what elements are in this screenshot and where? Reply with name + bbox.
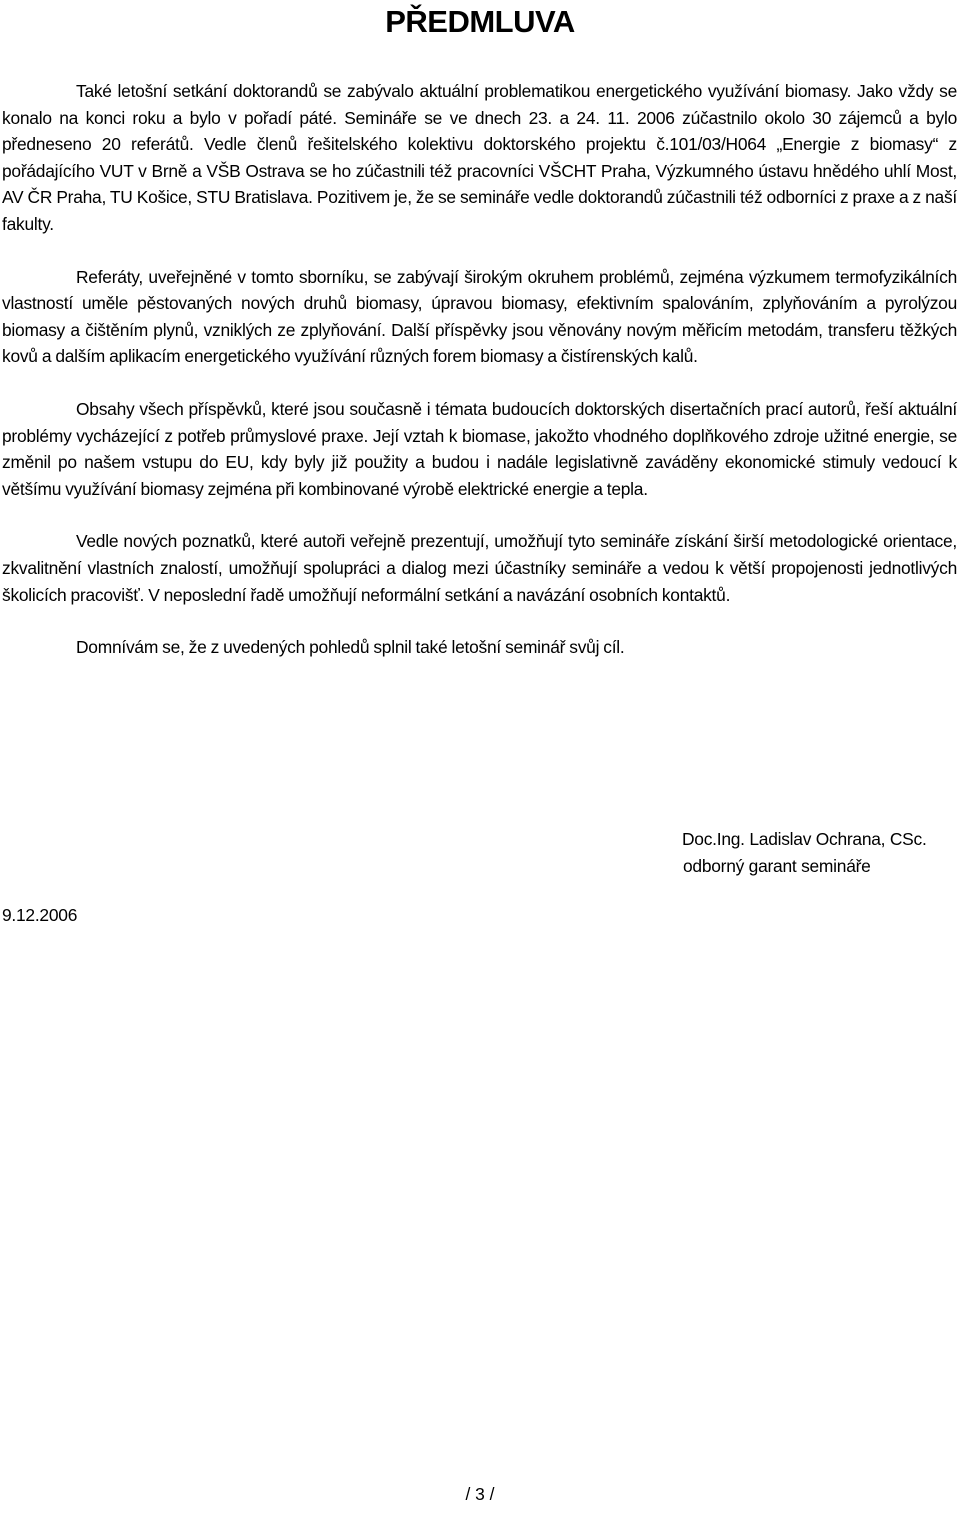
signature-role: odborný garant semináře [683, 856, 871, 876]
paragraph-3: Obsahy všech příspěvků, které jsou současně i témata budoucích doktorských disertačních prací autorů, řeší aktuální problémy vycházející z potřeb průmyslové praxe. Její vztah k biomase, jakožto vhodného doplňkového zdroje užitné energie, se změnil po našem vstupu do EU, kdy byly již použity a budou i nadále legislativně zaváděny ekonomické stimuly vedoucí k většímu využívání biomasy zejména při kombinované výrobě elektrické energie a tepla. [2, 398, 957, 499]
signature-name: Doc.Ing. Ladislav Ochrana, CSc. [682, 829, 927, 849]
page-title: PŘEDMLUVA [385, 4, 575, 39]
paragraph-2: Referáty, uveřejněné v tomto sborníku, se zabývají širokým okruhem problémů, zejména výzkumem termofyzikálních vlastností uměle pěstovaných nových druhů biomasy, úpravou biomasy, efektivním spalováním, zplyňováním a pyrolýzou biomasy a čištěním plynů, vzniklých ze zplyňování. Další příspěvky jsou věnovány novým měřicím metodám, transferu těžkých kovů a dalším aplikacím energetického využívání různých forem biomasy a čistírenských kalů. [2, 266, 957, 367]
paragraph-5: Domnívám se, že z uvedených pohledů splnil také letošní seminář svůj cíl. [76, 637, 625, 658]
paragraph-4: Vedle nových poznatků, které autoři veřejně prezentují, umožňují tyto semináře získání širší metodologické orientace, zkvalitnění vlastních znalostí, umožňují spolupráci a dialog mezi účastníky semináře a vedou k větší propojenosti jednotlivých školicích pracovišť. V neposlední řadě umožňují neformální setkání a navázání osobních kontaktů. [2, 531, 957, 605]
signature-block [682, 826, 927, 880]
preface-body [2, 78, 957, 687]
page-number: / 3 / [465, 1484, 495, 1504]
paragraph-1: Také letošní setkání doktorandů se zabývalo aktuální problematikou energetického využívání biomasy. Jako vždy se konalo na konci roku a bylo v pořadí páté. Semináře se ve dnech 23. a 24. 11. 2006 zúčastnilo okolo 30 zájemců a bylo předneseno 20 referátů. Vedle členů řešitelského kolektivu doktorského projektu č.101/03/H064 „Energie z biomasy“ z pořádajícího VUT v Brně a VŠB Ostrava se ho zúčastnili též pracovníci VŠCHT Praha, Výzkumného ústavu hnědého uhlí Most, AV ČR Praha, TU Košice, STU Bratislava. Pozitivem je, že se semináře vedle doktorandů zúčastnili též odborníci z praxe a z naší fakulty. [2, 81, 957, 234]
document-date: 9.12.2006 [2, 905, 78, 925]
